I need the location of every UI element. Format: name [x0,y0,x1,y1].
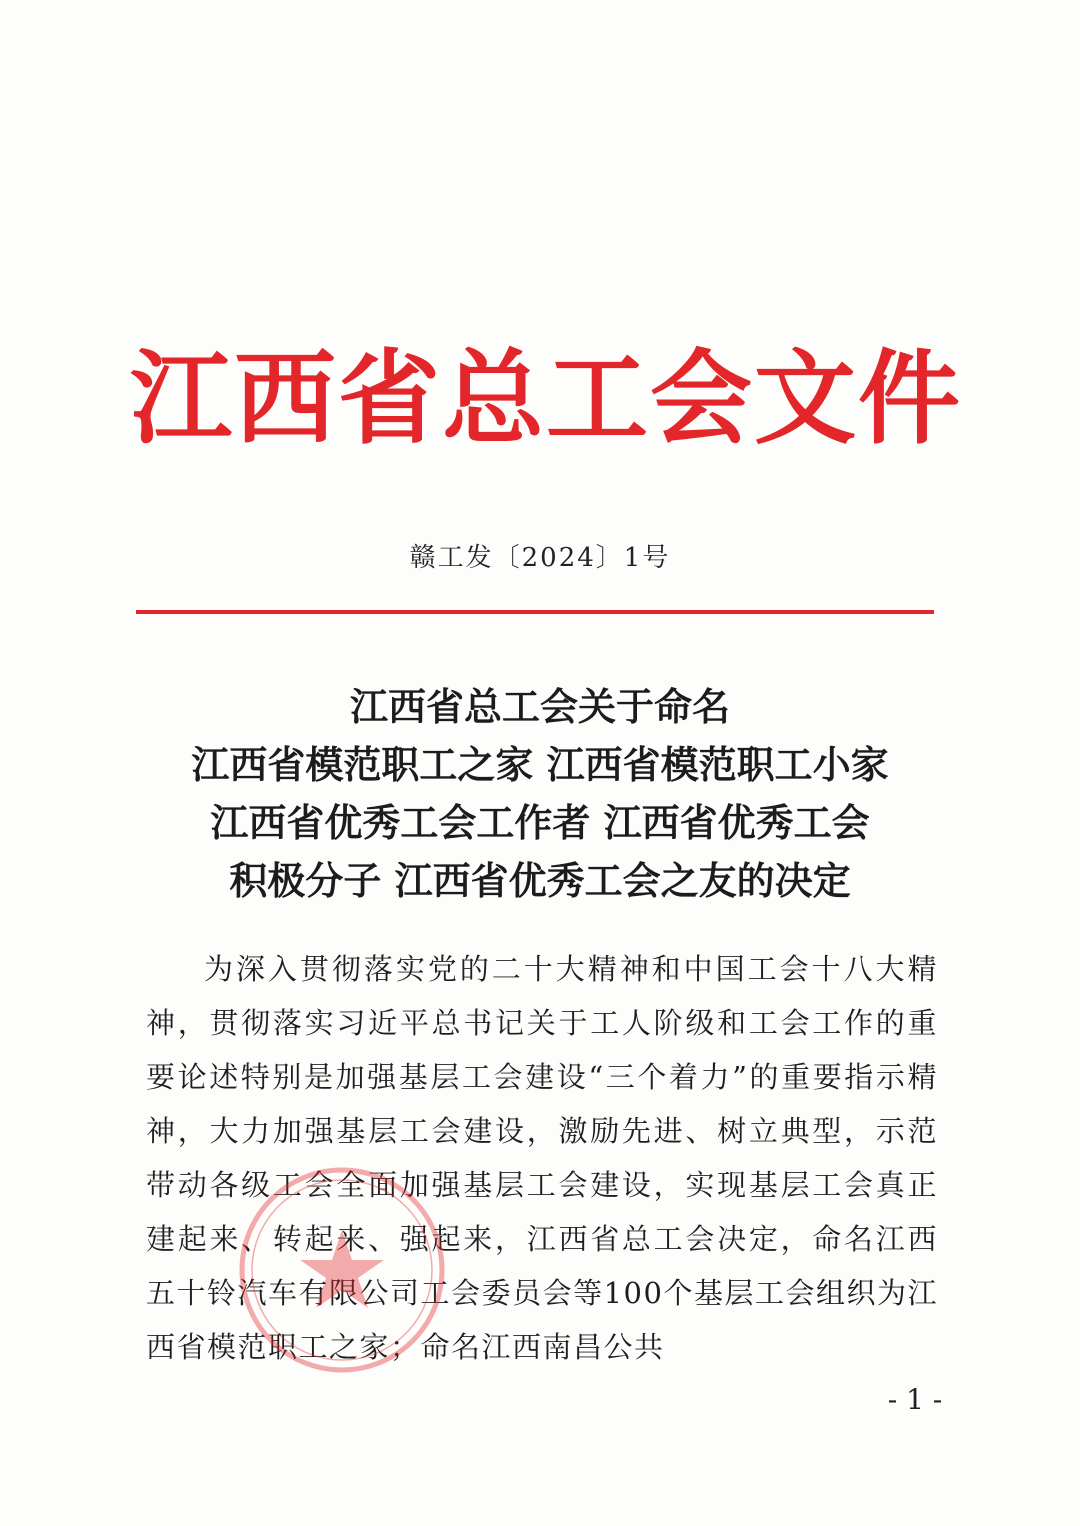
title-line-4: 积极分子 江西省优秀工会之友的决定 [229,859,851,903]
body-paragraph: 为深入贯彻落实党的二十大精神和中国工会十八大精神，贯彻落实习近平总书记关于工人阶级和工会工作的重要论述特别是加强基层工会建设“三个着力”的重要指示精神，大力加强基层工会建设，激励先进、树立典型，示范带动各级工会全面加强基层工会建设，实现基层工会真正建起来、转起来、强起来，江西省总工会决定，命名江西五十铃汽车有限公司工会委员会等100个基层工会组织为江西省模范职工之家；命名江西南昌公共 [146,952,938,1364]
document-title [0,678,1080,910]
page-number: - 1 - [887,1383,943,1416]
title-line-1: 江西省总工会关于命名 [349,685,730,729]
masthead-title: 江西省总工会文件 [130,340,962,459]
title-line-3: 江西省优秀工会工作者 江西省优秀工会 [210,801,870,845]
title-line-2: 江西省模范职工之家 江西省模范职工小家 [191,743,889,787]
document-number: 赣工发〔2024〕1号 [409,543,671,573]
red-divider [136,610,934,614]
